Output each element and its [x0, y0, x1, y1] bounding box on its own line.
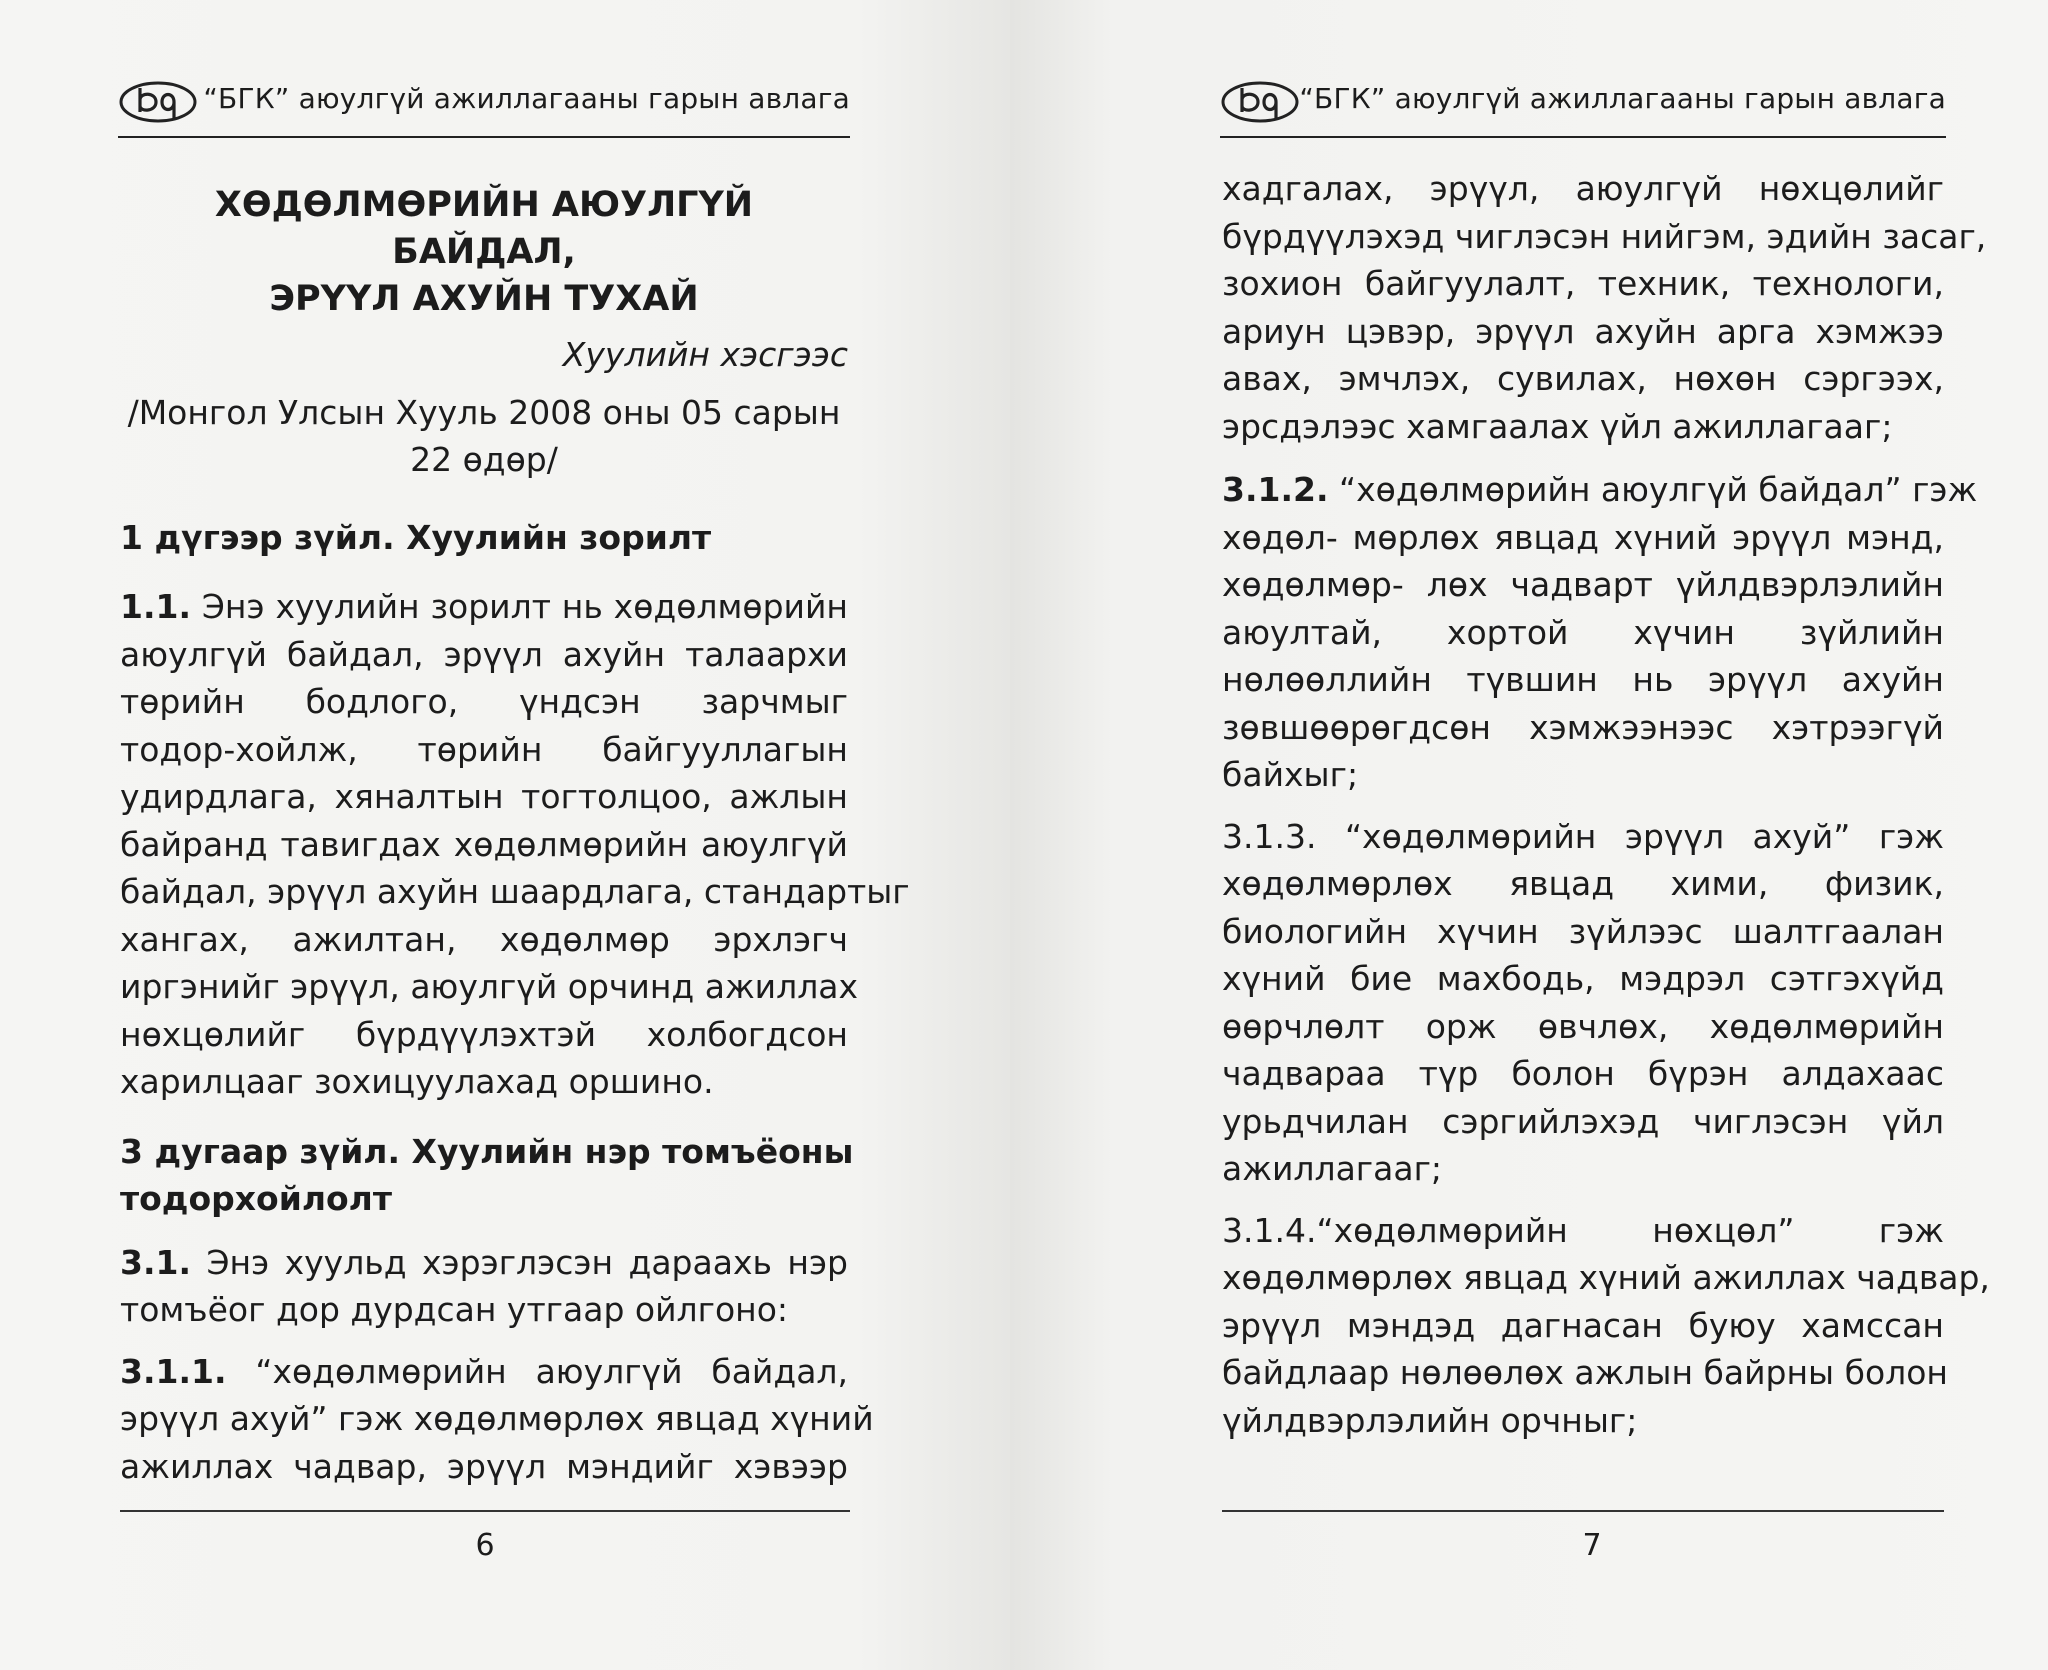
clause-number: 3.1.2. — [1222, 470, 1329, 509]
paragraph-line: бүрдүүлэхэд чиглэсэн нийгэм, эдийн засаг, — [1222, 216, 1987, 256]
paragraph-line: хөдөлмөрлөх явцад хими, физик, — [1222, 864, 1944, 903]
bgk-logo-icon — [118, 80, 198, 124]
left-page — [0, 0, 1010, 1670]
paragraph-line: зохион байгуулалт, техник, технологи, — [1222, 264, 1944, 303]
paragraph-line: томъёог дор дурдсан утгаар ойлгоно: — [120, 1290, 789, 1329]
paragraph-line: чадвараа түр болон бүрэн алдахаас — [1222, 1054, 1944, 1093]
paragraph-line: хөдөлмөрлөх явцад хүний ажиллах чадвар, — [1222, 1258, 1990, 1297]
paragraph-line: 3.1.4.“хөдөлмөрийн нөхцөл” гэж — [1222, 1210, 1944, 1250]
paragraph-line: эрүүл мэндэд дагнасан буюу хамссан — [1222, 1305, 1944, 1345]
clause-number: 1.1. — [120, 587, 191, 626]
paragraph-line: харилцааг зохицуулахад оршино. — [120, 1062, 714, 1101]
article-3-heading — [120, 1128, 854, 1223]
paragraph-line: хөдөлмөр- лөх чадварт үйлдвэрлэлийн — [1222, 565, 1944, 604]
paragraph-line: хангах, ажилтан, хөдөлмөр эрхлэгч — [120, 919, 848, 959]
paragraph-line: ариун цэвэр, эрүүл ахуйн арга хэмжээ — [1222, 311, 1944, 351]
paragraph-line: төрийн бодлого, үндсэн зарчмыг — [120, 682, 848, 721]
paragraph-line: эрсдэлээс хамгаалах үйл ажиллагааг; — [1222, 406, 1893, 446]
document-title — [120, 182, 848, 323]
paragraph-line: биологийн хүчин зүйлээс шалтгаалан — [1222, 911, 1944, 951]
paragraph-3-1-1 — [120, 1348, 874, 1491]
paragraph-3-1-4 — [1222, 1207, 1990, 1445]
document-subtitle: Хуулийн хэсгээс — [562, 335, 848, 374]
paragraph-line: ажиллах чадвар, эрүүл мэндийг хэвээр — [120, 1446, 848, 1486]
paragraph-line: байдлаар нөлөөлөх ажлын байрны болон — [1222, 1353, 1948, 1392]
paragraph-line: хадгалах, эрүүл, аюулгүй нөхцөлийг — [1222, 169, 1944, 208]
paragraph-line: эрүүл ахуй” гэж хөдөлмөрлөх явцад хүний — [120, 1399, 874, 1438]
clause-number: 3.1.3. — [1222, 816, 1317, 856]
paragraph-line: 3.1.2. “хөдөлмөрийн аюулгүй байдал” гэж — [1222, 470, 1978, 509]
date-line: 22 өдөр/ — [410, 440, 558, 479]
footer-rule — [120, 1510, 850, 1512]
clause-number: 3.1. — [120, 1242, 191, 1282]
paragraph-line: хүний бие махбодь, мэдрэл сэтгэхүйд — [1222, 959, 1944, 998]
paragraph-line: иргэнийг эрүүл, аюулгүй орчинд ажиллах — [120, 967, 859, 1006]
left-page-content — [120, 168, 910, 1490]
paragraph-3-1-1-continued — [1222, 165, 1987, 450]
paragraph-line: 3.1.1. “хөдөлмөрийн аюулгүй байдал, — [120, 1351, 848, 1391]
heading-line: тодорхойлолт — [120, 1179, 392, 1218]
left-page-header — [118, 76, 850, 138]
paragraph-line: 3.1. Энэ хуульд хэрэглэсэн дараахь нэр — [120, 1242, 849, 1282]
paragraph-line: 1.1. Энэ хуулийн зорилт нь хөдөлмөрийн — [120, 587, 848, 626]
paragraph-line: аюултай, хортой хүчин зүйлийн — [1222, 612, 1944, 652]
right-page-header — [1220, 76, 1946, 138]
law-date — [120, 389, 848, 484]
paragraph-line: хөдөл- мөрлөх явцад хүний эрүүл мэнд, — [1222, 517, 1944, 557]
paragraph-line: урьдчилан сэргийлэхэд чиглэсэн үйл — [1222, 1101, 1944, 1141]
paragraph-line: өөрчлөлт орж өвчлөх, хөдөлмөрийн — [1222, 1006, 1944, 1046]
page-number: 7 — [1582, 1528, 1602, 1563]
paragraph-line: нөхцөлийг бүрдүүлэхтэй холбогдсон — [120, 1014, 848, 1054]
paragraph-line: тодор-хойлж, төрийн байгууллагын — [120, 729, 848, 769]
article-1-heading: 1 дүгээр зүйл. Хуулийн зорилт — [120, 517, 712, 557]
paragraph-3-1-3 — [1222, 813, 1944, 1193]
paragraph-line: байхыг; — [1222, 755, 1359, 794]
paragraph-line: үйлдвэрлэлийн орчныг; — [1222, 1400, 1638, 1440]
date-line: /Монгол Улсын Хууль 2008 оны 05 сарын — [127, 392, 841, 432]
page-number: 6 — [475, 1528, 495, 1563]
paragraph-line: 3.1.3. “хөдөлмөрийн эрүүл ахуй” гэж — [1222, 816, 1944, 856]
paragraph-line: нөлөөллийн түвшин нь эрүүл ахуйн — [1222, 660, 1944, 699]
heading-line: 3 дугаар зүйл. Хуулийн нэр томъёоны — [120, 1131, 854, 1171]
right-page-content — [1222, 165, 1990, 1444]
paragraph-1-1 — [120, 583, 910, 1106]
right-page — [1010, 0, 2048, 1670]
paragraph-3-1 — [120, 1239, 848, 1334]
header-title: “БГК” аюулгүй ажиллагааны гарын авлага — [203, 82, 850, 115]
paragraph-line: байдал, эрүүл ахуйн шаардлага, стандартыг — [120, 872, 910, 911]
paragraph-line: зөвшөөрөгдсөн хэмжээнээс хэтрээгүй — [1222, 707, 1944, 747]
paragraph-line: байранд тавигдах хөдөлмөрийн аюулгүй — [120, 824, 848, 864]
title-line: ЭРҮҮЛ АХУЙН ТУХАЙ — [269, 279, 699, 319]
footer-rule — [1222, 1510, 1944, 1512]
paragraph-line: аюулгүй байдал, эрүүл ахуйн талаархи — [120, 634, 848, 674]
paragraph-3-1-2 — [1222, 466, 1978, 799]
header-title: “БГК” аюулгүй ажиллагааны гарын авлага — [1299, 82, 1946, 115]
paragraph-line: ажиллагааг; — [1222, 1149, 1443, 1188]
title-line: ХӨДӨЛМӨРИЙН АЮУЛГҮЙ БАЙДАЛ, — [214, 185, 754, 272]
clause-number: 3.1.4. — [1222, 1210, 1317, 1250]
paragraph-line: авах, эмчлэх, сувилах, нөхөн сэргээх, — [1222, 359, 1944, 398]
clause-number: 3.1.1. — [120, 1351, 227, 1391]
paragraph-line: удирдлага, хяналтын тогтолцоо, ажлын — [120, 777, 848, 816]
bgk-logo-icon — [1220, 80, 1300, 124]
